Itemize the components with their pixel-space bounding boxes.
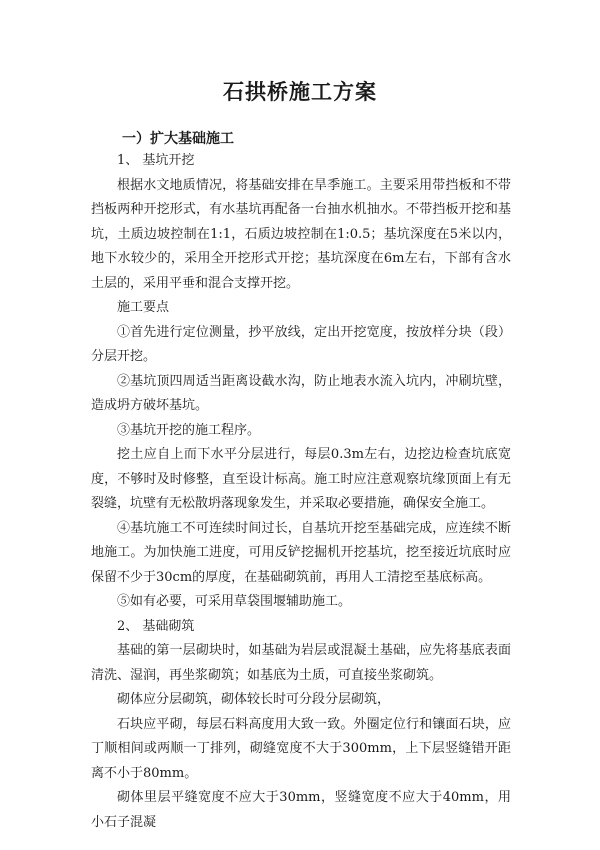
document-title: 石拱桥施工方案 [223, 79, 377, 104]
paragraph: 挖土应自上而下水平分层进行，每层0.3m左右，边挖边检查坑底宽度，不够时及时修整，直至设计标高。施工时应注意观察坑缘顶面上有无裂缝，坑壁有无松散坍落现象发生，并采取必要措施，确保安全施工。 [91, 447, 511, 511]
paragraph: ③基坑开挖的施工程序。 [117, 422, 261, 438]
document-body [91, 149, 511, 835]
paragraph: 基础的第一层砌块时，如基础为岩层或混凝土基础，应先将基底表面清洗、湿润，再坐浆砌筑；如基底为土质，可直接坐浆砌筑。 [91, 643, 511, 683]
paragraph: 砌体里层平缝宽度不应大于30mm，竖缝宽度不应大于40mm，用小石子混凝 [91, 790, 511, 830]
paragraph: ②基坑顶四周适当距离设截水沟，防止地表水流入坑内，冲刷坑壁，造成坍方破坏基坑。 [91, 373, 511, 413]
section-heading: 一）扩大基础施工 [122, 131, 234, 147]
subsection-heading-masonry: 2、 基础砌筑 [117, 618, 195, 634]
paragraph: 石块应平砌，每层石料高度用大致一致。外圈定位行和镶面石块，应丁顺相间或两顺一丁排列，砌缝宽度不大于300mm，上下层竖缝错开距离不小于80mm。 [91, 716, 511, 781]
subsection-heading-excavation: 1、 基坑开挖 [117, 153, 195, 168]
paragraph: ④基坑施工不可连续时间过长，自基坑开挖至基础完成，应连续不断地施工。为加快施工进度，可用反铲挖掘机开挖基坑，挖至接近坑底时应保留不少于30cm的厚度，在基础砌筑前，再用人工清挖至基底标高。 [91, 520, 511, 585]
paragraph: ⑤如有必要，可采用草袋围堰辅助施工。 [117, 594, 352, 609]
paragraph: 砌体应分层砌筑，砌体较长时可分段分层砌筑， [117, 692, 391, 707]
paragraph: 根据水文地质情况，将基础安排在旱季施工。主要采用带挡板和不带挡板两种开挖形式，有水基坑再配备一台抽水机抽水。不带挡板开挖和基坑，土质边坡控制在1:1，石质边坡控制在1:0.5；基坑深度在5米以内，地下水较少的，采用全开挖形式开挖；基坑深度在6m左右，下部有含水土层的，采用平垂和混合支撑开挖。 [91, 177, 511, 291]
paragraph: ①首先进行定位测量，抄平放线，定出开挖宽度，按放样分块（段）分层开挖。 [91, 324, 511, 364]
paragraph-key-points-heading: 施工要点 [117, 300, 170, 315]
